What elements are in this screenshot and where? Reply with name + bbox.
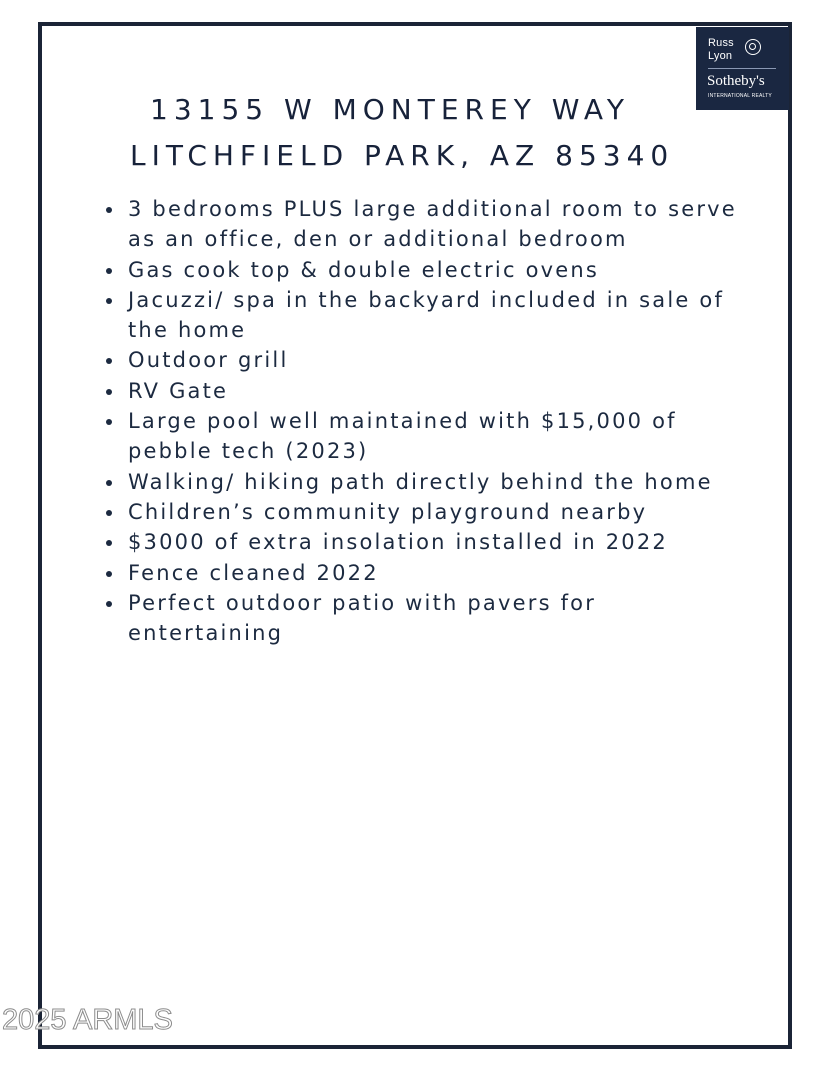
logo-russ-lyon: Russ Lyon: [708, 37, 734, 62]
brokerage-logo: [696, 27, 789, 110]
address-city: LITCHFIELD PARK, AZ 85340: [130, 138, 675, 172]
list-item: Jacuzzi/ spa in the backyard included in sale of the home: [103, 285, 753, 346]
list-item: Walking/ hiking path directly behind the home: [103, 467, 753, 497]
list-item: Outdoor grill: [103, 345, 753, 375]
list-item: 3 bedrooms PLUS large additional room to serve as an office, den or additional bedroom: [103, 194, 753, 255]
list-item: Children’s community playground nearby: [103, 497, 753, 527]
list-item: $3000 of extra insolation installed in 2022: [103, 527, 753, 557]
logo-divider: [708, 68, 776, 69]
address-street: 13155 W MONTEREY WAY: [150, 92, 630, 126]
seal-icon: [745, 39, 761, 55]
property-address: [130, 87, 675, 179]
logo-tagline: INTERNATIONAL REALTY: [708, 93, 772, 99]
watermark: 2025 ARMLS: [2, 1004, 173, 1036]
list-item: RV Gate: [103, 376, 753, 406]
list-item: Fence cleaned 2022: [103, 558, 753, 588]
list-item: Gas cook top & double electric ovens: [103, 255, 753, 285]
list-item: Perfect outdoor patio with pavers for entertaining: [103, 588, 753, 649]
logo-brand: Sotheby's: [707, 73, 765, 89]
feature-list: [103, 194, 753, 648]
list-item: Large pool well maintained with $15,000 of pebble tech (2023): [103, 406, 753, 467]
